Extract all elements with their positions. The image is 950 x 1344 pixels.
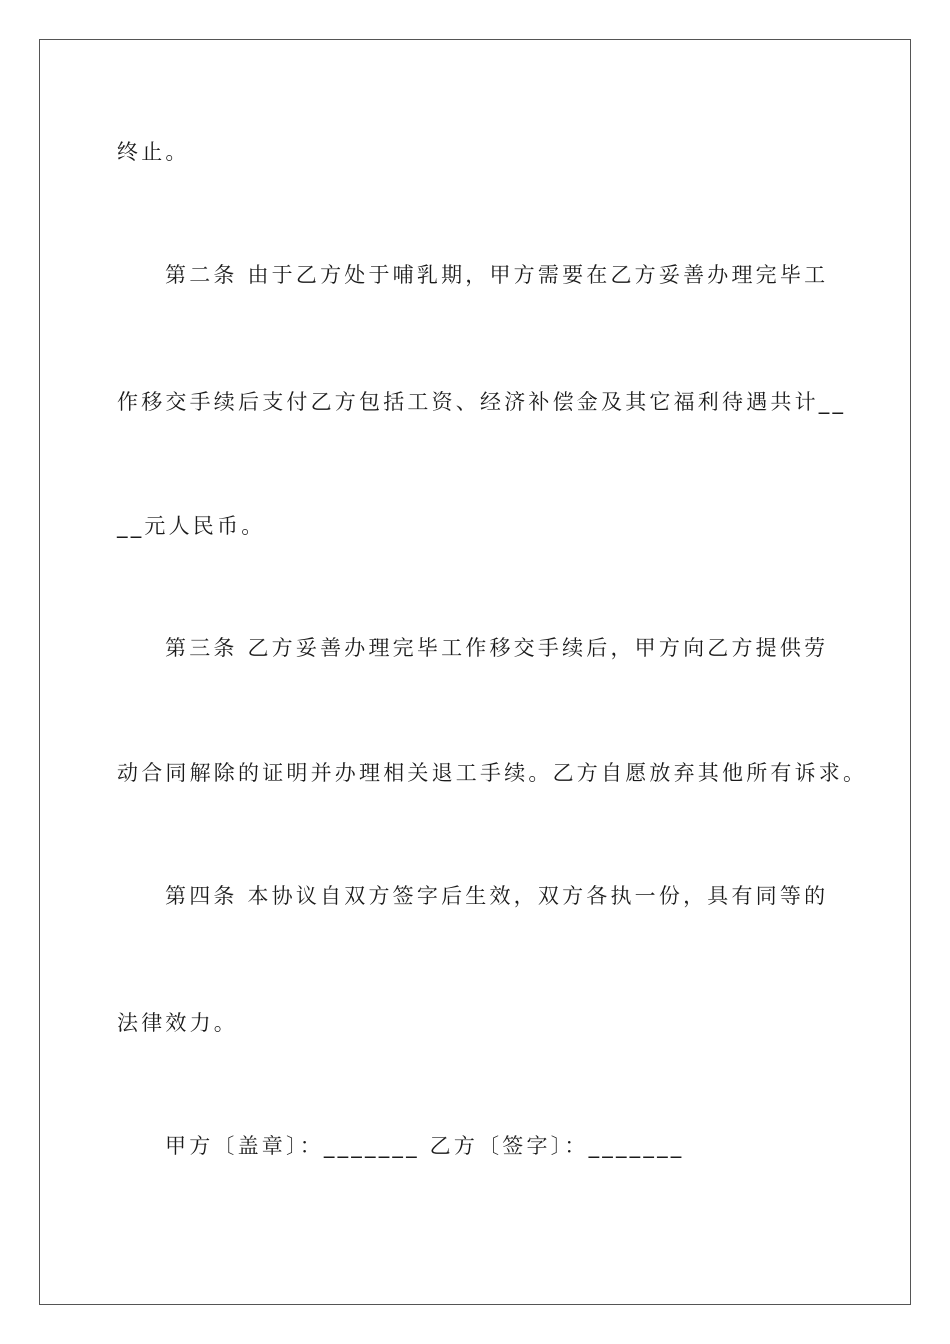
article-2-line-2: 作移交手续后支付乙方包括工资、经济补偿金及其它福利待遇共计__ <box>117 390 847 414</box>
article-3-line-2: 动合同解除的证明并办理相关退工手续。乙方自愿放弃其他所有诉求。 <box>117 761 868 785</box>
article-4-line-1: 第四条 本协议自双方签字后生效，双方各执一份，具有同等的 <box>165 884 829 908</box>
page-border <box>39 39 911 1305</box>
article-2-line-3: __元人民币。 <box>117 514 266 538</box>
article-4-line-2: 法律效力。 <box>117 1011 238 1035</box>
signature-line: 甲方〔盖章〕：_______ 乙方〔签字〕：_______ <box>165 1134 685 1158</box>
text-line-1: 终止。 <box>117 140 190 164</box>
article-3-line-1: 第三条 乙方妥善办理完毕工作移交手续后，甲方向乙方提供劳 <box>165 636 829 660</box>
article-2-line-1: 第二条 由于乙方处于哺乳期，甲方需要在乙方妥善办理完毕工 <box>165 263 829 287</box>
